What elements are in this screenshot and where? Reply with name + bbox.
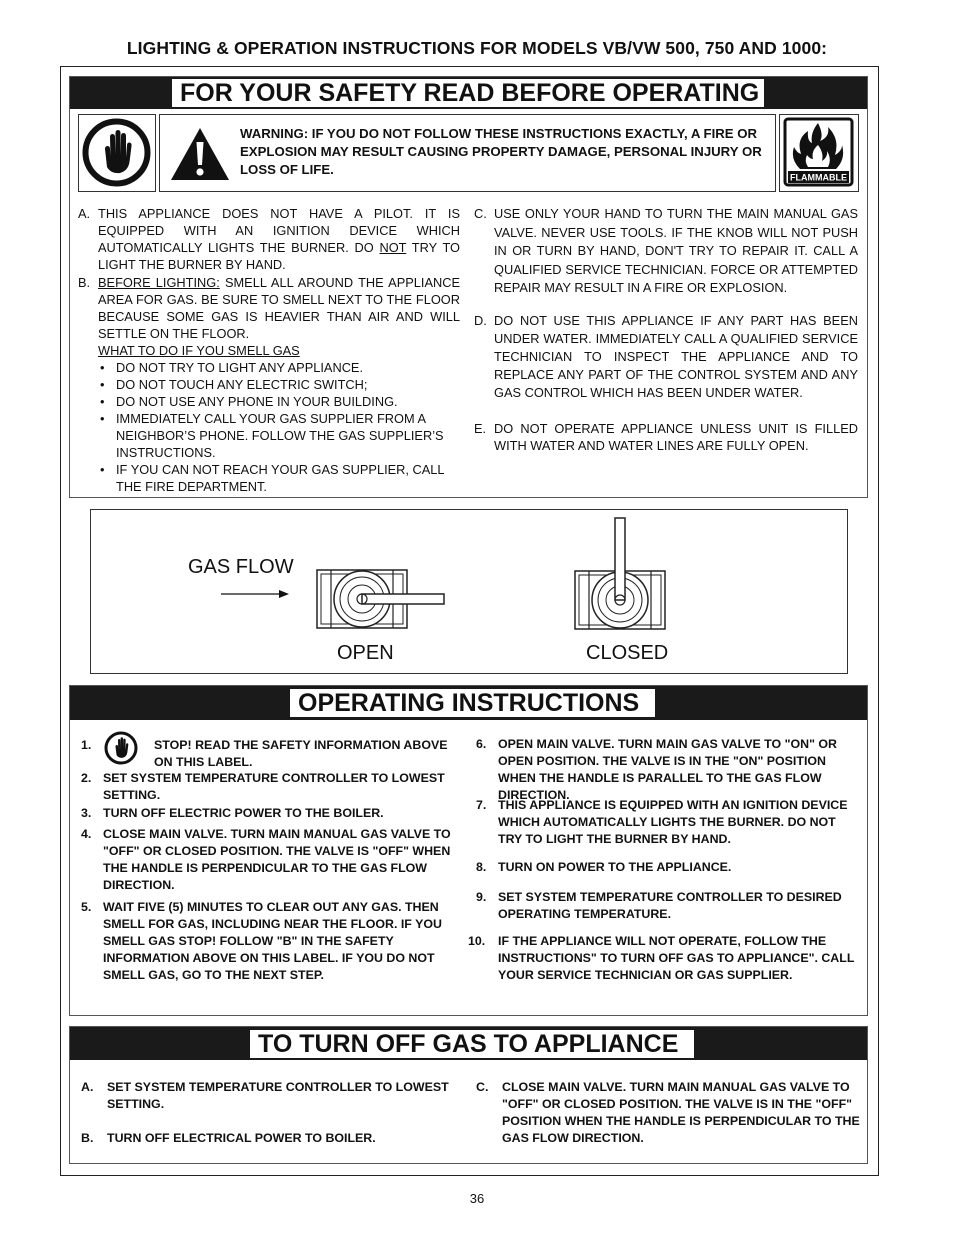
safety-item-c xyxy=(474,205,858,298)
safety-title: FOR YOUR SAFETY READ BEFORE OPERATING xyxy=(172,79,764,107)
operating-step-text: SET SYSTEM TEMPERATURE CONTROLLER TO DESIRED OPERATING TEMPERATURE. xyxy=(498,890,842,921)
turn-off-step xyxy=(476,1079,860,1147)
operating-step-number: 10. xyxy=(468,934,486,948)
safety-item-e xyxy=(474,420,858,454)
safety-item-a-text: THIS APPLIANCE DOES NOT HAVE A PILOT. IT IS EQUIPPED WITH AN IGNITION DEVICE WHICH AUTOMATICALLY LIGHTS THE BURNER. DO xyxy=(98,206,460,255)
operating-step-text: TURN OFF ELECTRIC POWER TO THE BOILER. xyxy=(103,806,384,820)
operating-step-text: IF THE APPLIANCE WILL NOT OPERATE, FOLLOW THE INSTRUCTIONS" TO TURN OFF GAS TO APPLIANCE". CALL YOUR SERVICE TECHNICIAN OR GAS SUPPLIER. xyxy=(498,934,855,982)
safety-right-column xyxy=(474,205,858,454)
page-title: LIGHTING & OPERATION INSTRUCTIONS FOR MODELS VB/VW 500, 750 AND 1000: xyxy=(126,38,828,58)
safety-item-a-not: NOT xyxy=(379,240,407,255)
warning-box xyxy=(159,114,776,192)
operating-step-text: TURN ON POWER TO THE APPLIANCE. xyxy=(498,860,732,874)
turn-off-step-text: TURN OFF ELECTRICAL POWER TO BOILER. xyxy=(107,1131,376,1145)
closed-label: CLOSED xyxy=(586,642,669,664)
gas-flow-label: GAS FLOW xyxy=(188,556,294,578)
safety-left-column xyxy=(78,205,460,495)
operating-step xyxy=(468,933,860,984)
smell-gas-bullet: • DO NOT TOUCH ANY ELECTRIC SWITCH; xyxy=(78,376,460,393)
operating-step-number: 2. xyxy=(81,771,92,785)
safety-item-a-label: A. xyxy=(78,206,91,221)
safety-item-b-heading: BEFORE LIGHTING: xyxy=(98,275,220,290)
operating-step xyxy=(81,805,461,822)
operating-step-text: SET SYSTEM TEMPERATURE CONTROLLER TO LOWEST SETTING. xyxy=(103,771,445,802)
safety-item-b-label: B. xyxy=(78,275,91,290)
turn-off-step xyxy=(81,1079,461,1113)
turn-off-step-letter: B. xyxy=(81,1131,94,1145)
operating-step xyxy=(81,899,461,984)
operating-step-number: 6. xyxy=(476,737,487,751)
safety-item-d xyxy=(474,312,858,402)
valve-diagram xyxy=(90,509,848,674)
smell-gas-subheading xyxy=(78,342,460,359)
safety-item-b xyxy=(78,274,460,342)
operating-step-text: CLOSE MAIN VALVE. TURN MAIN MANUAL GAS VALVE TO "OFF" OR CLOSED POSITION. THE VALVE IS "OFF" WHEN THE HANDLE IS PERPENDICULAR TO THE GAS FLOW DIRECTION. xyxy=(103,827,451,892)
operating-step-number: 3. xyxy=(81,806,92,820)
safety-item-c-text: USE ONLY YOUR HAND TO TURN THE MAIN MANUAL GAS VALVE. NEVER USE TOOLS. IF THE KNOB WILL NOT PUSH IN OR TURN BY HAND, DON'T TRY TO REPAIR IT. CALL A QUALIFIED SERVICE TECHNICIAN. FORCE OR ATTEMPTED REPAIR MAY RESULT IN A FIRE OR EXPLOSION. xyxy=(494,206,858,295)
operating-step xyxy=(81,737,461,771)
turn-off-step-letter: A. xyxy=(81,1080,94,1094)
safety-item-b-text: SMELL ALL AROUND THE APPLIANCE AREA FOR GAS. BE SURE TO SMELL NEXT TO THE FLOOR BECAUSE SOME GAS IS HEAVIER THAN AIR AND WILL SETTLE ON THE FLOOR. xyxy=(98,275,461,341)
safety-item-a xyxy=(78,205,460,273)
gas-flow-arrow-icon xyxy=(219,588,291,600)
turn-off-title: TO TURN OFF GAS TO APPLIANCE xyxy=(250,1030,694,1058)
operating-step xyxy=(81,770,461,804)
operating-step-text: OPEN MAIN VALVE. TURN MAIN GAS VALVE TO "ON" OR OPEN POSITION. THE VALVE IS IN THE "ON" POSITION WHEN THE HANDLE IS PARALLEL TO THE GAS FLOW DIRECTION. xyxy=(498,737,837,802)
flammable-label: FLAMMABLE xyxy=(790,172,847,183)
safety-item-d-label: D. xyxy=(474,312,487,328)
operating-step-number: 7. xyxy=(476,798,487,812)
safety-title-band xyxy=(70,77,867,109)
operating-step-text: STOP! READ THE SAFETY INFORMATION ABOVE ON THIS LABEL. xyxy=(154,738,448,769)
operating-title-band xyxy=(70,686,867,720)
operating-step xyxy=(81,826,461,894)
stop-hand-box xyxy=(78,114,156,192)
warning-triangle-icon xyxy=(168,125,232,183)
operating-step-text: THIS APPLIANCE IS EQUIPPED WITH AN IGNITION DEVICE WHICH AUTOMATICALLY LIGHTS THE BURNER. DO NOT TRY TO LIGHT THE BURNER BY HAND. xyxy=(498,798,848,846)
safety-item-d-text: DO NOT USE THIS APPLIANCE IF ANY PART HAS BEEN UNDER WATER. IMMEDIATELY CALL A QUALIFIED SERVICE TECHNICIAN TO INSPECT THE APPLIANCE AND TO REPLACE ANY PART OF THE CONTROL SYSTEM AND ANY GAS CONTROL WHICH HAS BEEN UNDER WATER. xyxy=(494,312,858,400)
stop-hand-icon xyxy=(79,115,154,190)
turn-off-title-band xyxy=(70,1027,867,1060)
smell-gas-bullet: • DO NOT USE ANY PHONE IN YOUR BUILDING. xyxy=(78,393,460,410)
open-label: OPEN xyxy=(337,642,394,664)
warning-text: WARNING: IF YOU DO NOT FOLLOW THESE INSTRUCTIONS EXACTLY, A FIRE OR EXPLOSION MAY RESULT CAUSING PROPERTY DAMAGE, PERSONAL INJURY OR LOSS OF LIFE. xyxy=(240,126,762,177)
safety-item-e-text: DO NOT OPERATE APPLIANCE UNLESS UNIT IS FILLED WITH WATER AND WATER LINES ARE FULLY OPEN. xyxy=(494,420,858,453)
turn-off-step-text: CLOSE MAIN VALVE. TURN MAIN MANUAL GAS VALVE TO "OFF" OR CLOSED POSITION. THE VALVE IS IN THE "OFF" POSITION WHEN THE HANDLE IS PERPENDICULAR TO THE GAS FLOW DIRECTION. xyxy=(502,1080,860,1145)
operating-title: OPERATING INSTRUCTIONS xyxy=(290,689,655,717)
smell-gas-subheading-text: WHAT TO DO IF YOU SMELL GAS xyxy=(98,343,300,358)
operating-step xyxy=(476,797,860,848)
operating-step-number: 8. xyxy=(476,860,487,874)
operating-step xyxy=(476,859,860,876)
smell-gas-bullet: • DO NOT TRY TO LIGHT ANY APPLIANCE. xyxy=(78,359,460,376)
operating-step xyxy=(476,736,860,804)
operating-step-number: 9. xyxy=(476,890,487,904)
safety-item-e-label: E. xyxy=(474,420,487,436)
operating-step-number: 5. xyxy=(81,900,92,914)
safety-item-a-text-end: TRY TO LIGHT THE BURNER BY HAND. xyxy=(98,240,460,272)
safety-item-c-label: C. xyxy=(474,206,487,221)
flammable-box xyxy=(779,114,859,192)
flammable-flame-icon xyxy=(780,115,857,190)
turn-off-step-letter: C. xyxy=(476,1080,489,1094)
operating-step xyxy=(476,889,860,923)
turn-off-step-text: SET SYSTEM TEMPERATURE CONTROLLER TO LOWEST SETTING. xyxy=(107,1080,449,1111)
operating-step-number: 4. xyxy=(81,827,92,841)
turn-off-step xyxy=(81,1130,461,1147)
valve-closed-icon xyxy=(571,515,671,637)
page-number: 36 xyxy=(469,1191,485,1206)
smell-gas-bullet: • IMMEDIATELY CALL YOUR GAS SUPPLIER FROM A NEIGHBOR’S PHONE. FOLLOW THE GAS SUPPLIER’S INSTRUCTIONS. xyxy=(78,410,460,461)
valve-open-icon xyxy=(313,560,448,636)
operating-step-text: WAIT FIVE (5) MINUTES TO CLEAR OUT ANY GAS. THEN SMELL FOR GAS, INCLUDING NEAR THE FLOOR. IF YOU SMELL GAS STOP! FOLLOW "B" IN THE SAFETY INFORMATION ABOVE ON THIS LABEL. IF YOU DO NOT SMELL GAS, GO TO THE NEXT STEP. xyxy=(103,900,442,982)
smell-gas-bullet: • IF YOU CAN NOT REACH YOUR GAS SUPPLIER, CALL THE FIRE DEPARTMENT. xyxy=(78,461,460,495)
operating-step-number: 1. xyxy=(81,738,92,752)
